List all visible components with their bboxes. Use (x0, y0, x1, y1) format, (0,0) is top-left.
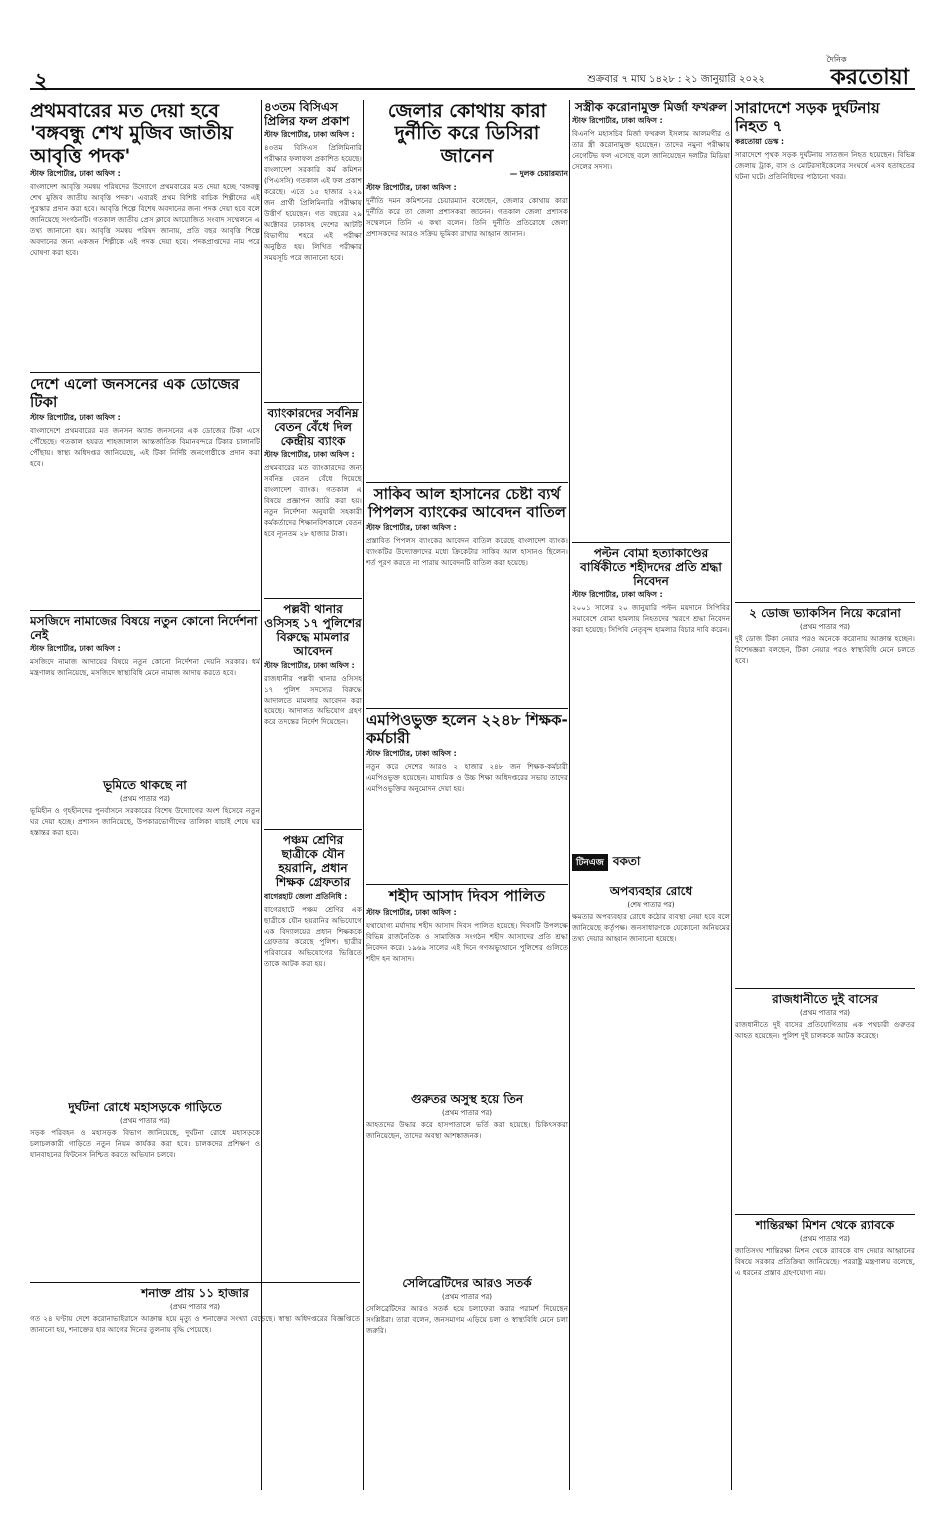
body-text: দুর্নীতি দমন কমিশনের চেয়ারম্যান বলেছেন, জেলার কোথায় কারা দুর্নীতি করে তা জেলা প্রশাসকরা জানেন। গতকাল জেলা প্রশাসক সম্মেলনে তিনি এ কথা বলেন। তিনি দুর্নীতি প্রতিরোধে জেলা প্রশাসকদের আরও সক্রিয় ভূমিকা রাখার আহ্বান জানান। (366, 196, 568, 239)
byline: স্টাফ রিপোর্টার, ঢাকা অফিস : (264, 130, 355, 140)
column-rule (731, 100, 732, 1490)
story-mosque (30, 614, 260, 774)
column-rule (569, 100, 570, 1490)
story-landless (30, 778, 260, 1098)
headline: পঞ্চম শ্রেণির ছাত্রীকে যৌন হয়রানি, প্রধান শিক্ষক গ্রেফতার (275, 833, 351, 890)
story-highway (30, 1100, 260, 1280)
body-text: প্রথমবারের মত ব্যাংকারদের জন্য সর্বনিম্ন বেতন বেঁধে দিয়েছে বাংলাদেশ ব্যাংক। গতকাল এ বিষয়ে প্রজ্ঞাপন জারি করা হয়। নতুন নির্দেশনা অনুযায়ী সহকারী কর্মকর্তাদের শিক্ষানবিশকালে বেতন হবে ন্যূনতম ২৮ হাজার টাকা। (264, 463, 362, 539)
story-divider (366, 708, 568, 709)
headline: রাজধানীতে দুই বাসের (772, 992, 878, 1006)
headline: পল্টন বোমা হত্যাকাণ্ডের বার্ষিকীতে শহীদদের প্রতি শ্রদ্ধা নিবেদন (580, 546, 722, 589)
story-divider (366, 482, 568, 483)
story-bcs (264, 100, 362, 400)
story-divider (264, 402, 362, 403)
body-text: গত ২৪ ঘণ্টায় দেশে করোনাভাইরাসে আক্রান্ত হয়ে মৃত্যু ও শনাক্তের সংখ্যা বেড়েছে। স্বাস্থ্য অধিদপ্তরের বিজ্ঞপ্তিতে জানানো হয়, শনাক্তের হার আগের দিনের তুলনায় বৃদ্ধি পেয়েছে। (30, 1314, 360, 1335)
byline: করতোয়া ডেস্ক : (735, 137, 784, 147)
headline: পল্লবী থানার ওসিসহ ১৭ পুলিশের বিরুদ্ধে মামলার আবেদন (264, 602, 362, 659)
body-text: বিএনপি মহাসচিব মির্জা ফখরুল ইসলাম আলমগীর ও তার স্ত্রী করোনামুক্ত হয়েছেন। তাদের নমুনা পরীক্ষায় নেগেটিভ ফল এসেছে বলে জানিয়েছেন দলটির মিডিয়া সেলের সদস্য। (572, 129, 730, 171)
story-peacekeeping (735, 1218, 915, 1496)
continued-note: (প্রথম পাতার পর) (799, 1009, 851, 1018)
byline: স্টাফ রিপোর্টার, ঢাকা অফিস : (572, 590, 663, 600)
body-text: দুই ডোজ টিকা নেয়ার পরও অনেকে করোনায় আক্রান্ত হচ্ছেন। বিশেষজ্ঞরা বলছেন, টিকা নেয়ার পরও স্বাস্থ্যবিধি মেনে চলতে হবে। (735, 634, 915, 666)
story-police (264, 602, 362, 827)
body-text: ক্ষমতার অপব্যবহার রোধে কঠোর ব্যবস্থা নেয়া হবে বলে জানিয়েছে কর্তৃপক্ষ। জনসাধারণকে যেকোনো অনিয়মের তথ্য দেয়ার আহ্বান জানানো হয়েছে। (572, 912, 730, 944)
story-celebrity (366, 1276, 568, 1496)
byline: স্টাফ রিপোর্টার, ঢাকা অফিস : (366, 183, 457, 193)
story-divider (735, 602, 915, 603)
story-district (366, 100, 568, 480)
body-text: মসজিদে নামাজ আদায়ের বিষয়ে নতুন কোনো নির্দেশনা দেয়নি সরকার। ধর্ম মন্ত্রণালয় জানিয়েছে, মসজিদে স্বাস্থ্যবিধি মেনে নামাজ আদায় করতে হবে। (30, 657, 260, 678)
story-capital-bus (735, 992, 915, 1212)
body-text: বাগেরহাটে পঞ্চম শ্রেণির এক ছাত্রীকে যৌন হয়রানির অভিযোগে এক বিদ্যালয়ের প্রধান শিক্ষককে গ্রেফতার করেছে পুলিশ। ছাত্রীর পরিবারের অভিযোগের ভিত্তিতে তাকে আটক করা হয়। (264, 904, 362, 969)
story-road-deaths (735, 100, 915, 600)
story-banks (264, 406, 362, 596)
teen-label: বকতা (612, 854, 641, 868)
body-text: যথাযোগ্য মর্যাদায় শহীদ আসাদ দিবস পালিত হয়েছে। দিবসটি উপলক্ষে বিভিন্ন রাজনৈতিক ও সামাজিক সংগঠন শহীদ আসাদের প্রতি শ্রদ্ধা নিবেদন করে। ১৯৬৯ সালের এই দিনে গণঅভ্যুত্থানে পুলিশের গুলিতে শহীদ হন আসাদ। (366, 920, 568, 963)
story-divider (366, 884, 568, 885)
body-text: জাতিসংঘ শান্তিরক্ষা মিশন থেকে র‌্যাবকে বাদ দেয়ার আহ্বানের বিষয়ে সরকার প্রতিক্রিয়া জানিয়েছে। পররাষ্ট্র মন্ত্রণালয় বলেছে, এ ধরনের প্রস্তাব গ্রহণযোগ্য নয়। (735, 1246, 915, 1278)
headline: ব্যাংকারদের সর্বনিম্ন বেতন বেঁধে দিল কেন্দ্রীয় ব্যাংক (267, 406, 359, 449)
continued-note: (প্রথম পাতার পর) (799, 1235, 851, 1244)
body-text: আহতদের উদ্ধার করে হাসপাতালে ভর্তি করা হয়েছে। চিকিৎসকরা জানিয়েছেন, তাদের অবস্থা আশঙ্কাজনক। (366, 1120, 568, 1141)
body-text: নতুন করে দেশের আরও ২ হাজার ২৪৮ জন শিক্ষক-কর্মচারী এমপিওভুক্ত হয়েছেন। মাধ্যমিক ও উচ্চ শিক্ষা অধিদপ্তরের সভায় তাদের এমপিওভুক্তির অনুমোদন দেয়া হয়। (366, 762, 568, 794)
headline: এমপিওভুক্ত হলেন ২২৪৮ শিক্ষক-কর্মচারী (366, 712, 568, 747)
newspaper-logo (826, 55, 909, 97)
page-number: ২ (34, 69, 49, 94)
headline: গুরুতর অসুস্থ হয়ে তিন (410, 1092, 524, 1106)
story-divider (30, 610, 260, 611)
story-mirza (572, 100, 730, 540)
byline: বাগেরহাট জেলা প্রতিনিধি : (264, 891, 348, 901)
story-divider (264, 829, 362, 830)
story-divider (30, 372, 260, 373)
byline-right: — দুলক চেয়ারম্যান (509, 169, 568, 179)
story-shakib (366, 486, 568, 706)
continued-note: (প্রথম পাতার পর) (441, 1109, 493, 1118)
headline: ৪৩তম বিসিএস প্রিলির ফল প্রকাশ (264, 100, 350, 129)
story-divider (735, 988, 915, 989)
continued-note: (প্রথম পাতার পর) (799, 623, 851, 632)
headline: সস্ত্রীক করোনামুক্ত মির্জা ফখরুল (575, 100, 727, 114)
dateline: শুক্রবার ৭ মাঘ ১৪২৮ : ২১ জানুয়ারি ২০২২ (587, 74, 765, 85)
headline: মসজিদে নামাজের বিষয়ে নতুন কোনো নির্দেশনা নেই (30, 614, 258, 643)
headline: ভূমিতে থাকছে না (103, 778, 187, 792)
body-text: ২০০১ সালের ২০ জানুয়ারি পল্টন ময়দানে সিপিবির সমাবেশে বোমা হামলায় নিহতদের স্মরণে শ্রদ্ধা নিবেদন করা হয়েছে। সিপিবি নেতৃবৃন্দ হামলার বিচার দাবি করেন। (572, 603, 730, 635)
body-text: ভূমিহীন ও গৃহহীনদের পুনর্বাসনে সরকারের বিশেষ উদ্যোগের অংশ হিসেবে নতুন ঘর দেয়া হচ্ছে। প্রশাসন জানিয়েছে, উপকারভোগীদের তালিকা যাচাই শেষে ঘর হস্তান্তর করা হবে। (30, 806, 260, 838)
story-two-dose (735, 606, 915, 986)
masthead (30, 55, 915, 94)
headline: ২ ডোজ ভ্যাকসিন নিয়ে করোনা (749, 606, 901, 620)
byline: স্টাফ রিপোর্টার, ঢাকা অফিস : (30, 413, 121, 423)
body-text: সড়ক পরিবহন ও মহাসড়ক বিভাগ জানিয়েছে, দুর্ঘটনা রোধে মহাসড়কে চলাচলকারী গাড়িতে নতুন নিয়ম কার্যকর করা হবে। চালকদের প্রশিক্ষণ ও যানবাহনের ফিটনেস নিশ্চিত করতে অভিযান চলবে। (30, 1128, 260, 1160)
headline: শনাক্ত প্রায় ১১ হাজার (141, 1286, 249, 1300)
body-text: সেলিব্রেটিদের আরও সতর্ক হয়ে চলাফেরা করার পরামর্শ দিয়েছেন সংশ্লিষ্টরা। তারা বলেন, জনসমাগম এড়িয়ে চলা ও স্বাস্থ্যবিধি মেনে চলা জরুরি। (366, 1304, 568, 1336)
body-text: প্রস্তাবিত পিপলস ব্যাংকের আবেদন বাতিল করেছে বাংলাদেশ ব্যাংক। ব্যাংকটির উদ্যোক্তাদের মধ্যে ক্রিকেটার সাকিব আল হাসানও ছিলেন। শর্ত পূরণ করতে না পারায় আবেদনটি বাতিল করা হয়েছে। (366, 536, 568, 568)
body-text: রাজধানীতে দুই বাসের প্রতিযোগিতায় এক পথচারী গুরুতর আহত হয়েছেন। পুলিশ দুই চালককে আটক করেছে। (735, 1020, 915, 1041)
logo-text: করতোয়া (830, 64, 909, 90)
story-mpo (366, 712, 568, 882)
story-divider (735, 1214, 915, 1215)
byline: স্টাফ রিপোর্টার, ঢাকা অফিস : (572, 116, 663, 126)
headline: দুর্ঘটনা রোধে মহাসড়কে গাড়িতে (68, 1100, 222, 1114)
continued-note: (প্রথম পাতার পর) (169, 1303, 221, 1312)
story-obstruct (572, 884, 730, 1494)
body-text: রাজধানীর পল্লবী থানার ওসিসহ ১৭ পুলিশ সদস্যের বিরুদ্ধে আদালতে মামলার আবেদন করা হয়েছে। আদালত অভিযোগ গ্রহণ করে তদন্তের নির্দেশ দিয়েছেন। (264, 673, 362, 727)
continued-note: (প্রথম পাতার পর) (441, 1293, 493, 1302)
story-paltan (572, 546, 730, 846)
body-text: বাংলাদেশে প্রথমবারের মত জনসন অ্যান্ড জনসনের এক ডোজের টিকা এসে পৌঁছেছে। গতকাল হযরত শাহজালাল আন্তর্জাতিক বিমানবন্দরে টিকার চালানটি পৌঁছায়। স্বাস্থ্য অধিদপ্তর জানিয়েছে, এই টিকা নির্দিষ্ট জনগোষ্ঠীকে প্রদান করা হবে। (30, 426, 260, 469)
story-divider (30, 1282, 360, 1283)
headline: সেলিব্রেটিদের আরও সতর্ক (402, 1276, 532, 1290)
story-sick (366, 1092, 568, 1272)
logo-prefix: দৈনিক (826, 55, 847, 64)
story-divider (264, 598, 362, 599)
byline: স্টাফ রিপোর্টার, ঢাকা অফিস : (30, 644, 121, 654)
body-text: ৪৩তম বিসিএস প্রিলিমিনারি পরীক্ষার ফলাফল প্রকাশিত হয়েছে। বাংলাদেশ সরকারি কর্ম কমিশন (পিএসসি) গতকাল এই ফল প্রকাশ করেছে। এতে ১৫ হাজার ২২৯ জন প্রার্থী প্রিলিমিনারি পরীক্ষায় উত্তীর্ণ হয়েছেন। গত বছরের ২৯ অক্টোবর ঢাকাসহ দেশের আটটি বিভাগীয় শহরে এই পরীক্ষা অনুষ্ঠিত হয়। লিখিত পরীক্ষার সময়সূচি পরে জানানো হবে। (264, 143, 362, 262)
story-divider (572, 542, 730, 543)
story-asad (366, 888, 568, 1088)
headline: দেশে এলো জনসনের এক ডোজের টিকা (30, 376, 240, 411)
byline: স্টাফ রিপোর্টার, ঢাকা অফিস : (264, 660, 355, 670)
continued-note: (শেষ পাতার পর) (627, 901, 675, 910)
body-text: সারাদেশে পৃথক সড়ক দুর্ঘটনায় সাতজন নিহত হয়েছেন। বিভিন্ন জেলায় ট্রাক, বাস ও মোটরসাইকেলের সংঘর্ষে এসব হতাহতের ঘটনা ঘটে। প্রতিনিধিদের পাঠানো খবর। (735, 150, 915, 182)
teen-tag: টিনএজ (572, 854, 608, 871)
headline: শহীদ আসাদ দিবস পালিত (389, 888, 545, 905)
byline: স্টাফ রিপোর্টার, ঢাকা অফিস : (366, 907, 457, 917)
story-identified (30, 1286, 360, 1496)
story-school (264, 833, 362, 1278)
byline: স্টাফ রিপোর্টার, ঢাকা অফিস : (366, 523, 457, 533)
story-johnson-dose (30, 376, 260, 606)
column-rule (363, 100, 364, 1490)
byline: স্টাফ রিপোর্টার, ঢাকা অফিস : (30, 169, 121, 179)
headline: সাকিব আল হাসানের চেষ্টা ব্যর্থ পিপলস ব্যাংকের আবেদন বাতিল (368, 486, 566, 521)
story-bangabandhu (30, 100, 260, 370)
headline: অপব্যবহার রোধে (609, 884, 693, 898)
headline: সারাদেশে সড়ক দুর্ঘটনায় নিহত ৭ (735, 100, 880, 135)
byline: স্টাফ রিপোর্টার, ঢাকা অফিস : (264, 450, 355, 460)
body-text: বাংলাদেশ আবৃত্তি সমন্বয় পরিষদের উদ্যোগে প্রথমবারের মত দেয়া হচ্ছে 'বঙ্গবন্ধু শেখ মুজিব জাতীয় আবৃত্তি পদক'। এবারই প্রথম বিশিষ্ট বাচিক শিল্পীদের এই পুরস্কার প্রদান করা হবে। আবৃত্তি শিল্পে বিশেষ অবদানের জন্য পদক দেয়া হবে বলে জানিয়েছে সংগঠনটি। গতকাল জাতীয় প্রেস ক্লাবে আয়োজিত সংবাদ সম্মেলনে এ তথ্য জানানো হয়। আবৃত্তি সমন্বয় পরিষদ জানায়, প্রতি বছর আবৃত্তি শিল্পে অবদানের জন্য একজন শিল্পীকে এই পদক দেয়া হবে। পদকপ্রাপ্তদের নাম পরে ঘোষণা করা হবে। (30, 182, 260, 257)
byline: স্টাফ রিপোর্টার, ঢাকা অফিস : (366, 749, 457, 759)
headline: শান্তিরক্ষা মিশন থেকে র‌্যাবকে (755, 1218, 895, 1232)
headline: জেলার কোথায় কারা দুর্নীতি করে ডিসিরা জানেন (387, 100, 547, 167)
continued-note: (প্রথম পাতার পর) (119, 1117, 171, 1126)
teen-box (572, 850, 730, 880)
continued-note: (প্রথম পাতার পর) (119, 795, 171, 804)
headline: প্রথমবারের মত দেয়া হবে 'বঙ্গবন্ধু শেখ মুজিব জাতীয় আবৃত্তি পদক' (30, 100, 233, 167)
